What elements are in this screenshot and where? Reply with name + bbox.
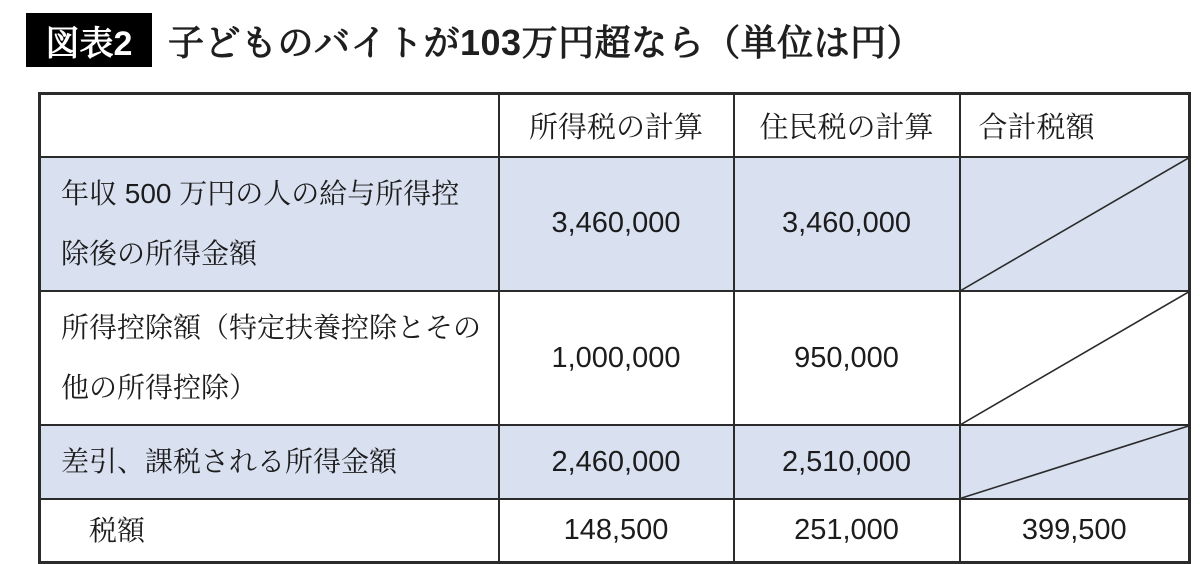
figure-title: 子どものバイトが103万円超なら（単位は円） <box>168 21 924 63</box>
total-tax-value: 399,500 <box>960 499 1190 562</box>
diagonal-strikethrough-icon <box>961 426 1189 498</box>
total-tax-cell-empty <box>960 425 1190 499</box>
income-tax-value: 2,460,000 <box>499 425 734 499</box>
income-tax-value: 3,460,000 <box>499 157 734 291</box>
table-row-taxable-income <box>40 425 1190 499</box>
header-resident-tax: 住民税の計算 <box>734 94 960 157</box>
table-header-row <box>40 94 1190 157</box>
income-tax-value: 1,000,000 <box>499 291 734 425</box>
resident-tax-value: 2,510,000 <box>734 425 960 499</box>
resident-tax-value: 950,000 <box>734 291 960 425</box>
table-row-income-deductions <box>40 291 1190 425</box>
resident-tax-value: 251,000 <box>734 499 960 562</box>
table-row-tax-amount <box>40 499 1190 562</box>
row-label: 税額 <box>40 499 499 562</box>
figure-tag-badge: 図表2 <box>26 13 152 67</box>
income-tax-value: 148,500 <box>499 499 734 562</box>
resident-tax-value: 3,460,000 <box>734 157 960 291</box>
row-label: 年収 500 万円の人の給与所得控除後の所得金額 <box>40 157 499 291</box>
row-label: 差引、課税される所得金額 <box>40 425 499 499</box>
total-tax-cell-empty <box>960 291 1190 425</box>
total-tax-cell-empty <box>960 157 1190 291</box>
row-label: 所得控除額（特定扶養控除とその他の所得控除） <box>40 291 499 425</box>
diagonal-strikethrough-icon <box>961 292 1189 424</box>
header-empty-cell <box>40 94 499 157</box>
table-row-income-after-deduction <box>40 157 1190 291</box>
figure-title-bar <box>26 12 923 68</box>
header-total-tax: 合計税額 <box>960 94 1190 157</box>
header-income-tax: 所得税の計算 <box>499 94 734 157</box>
diagonal-strikethrough-icon <box>961 158 1189 290</box>
tax-calculation-table <box>38 92 1191 564</box>
